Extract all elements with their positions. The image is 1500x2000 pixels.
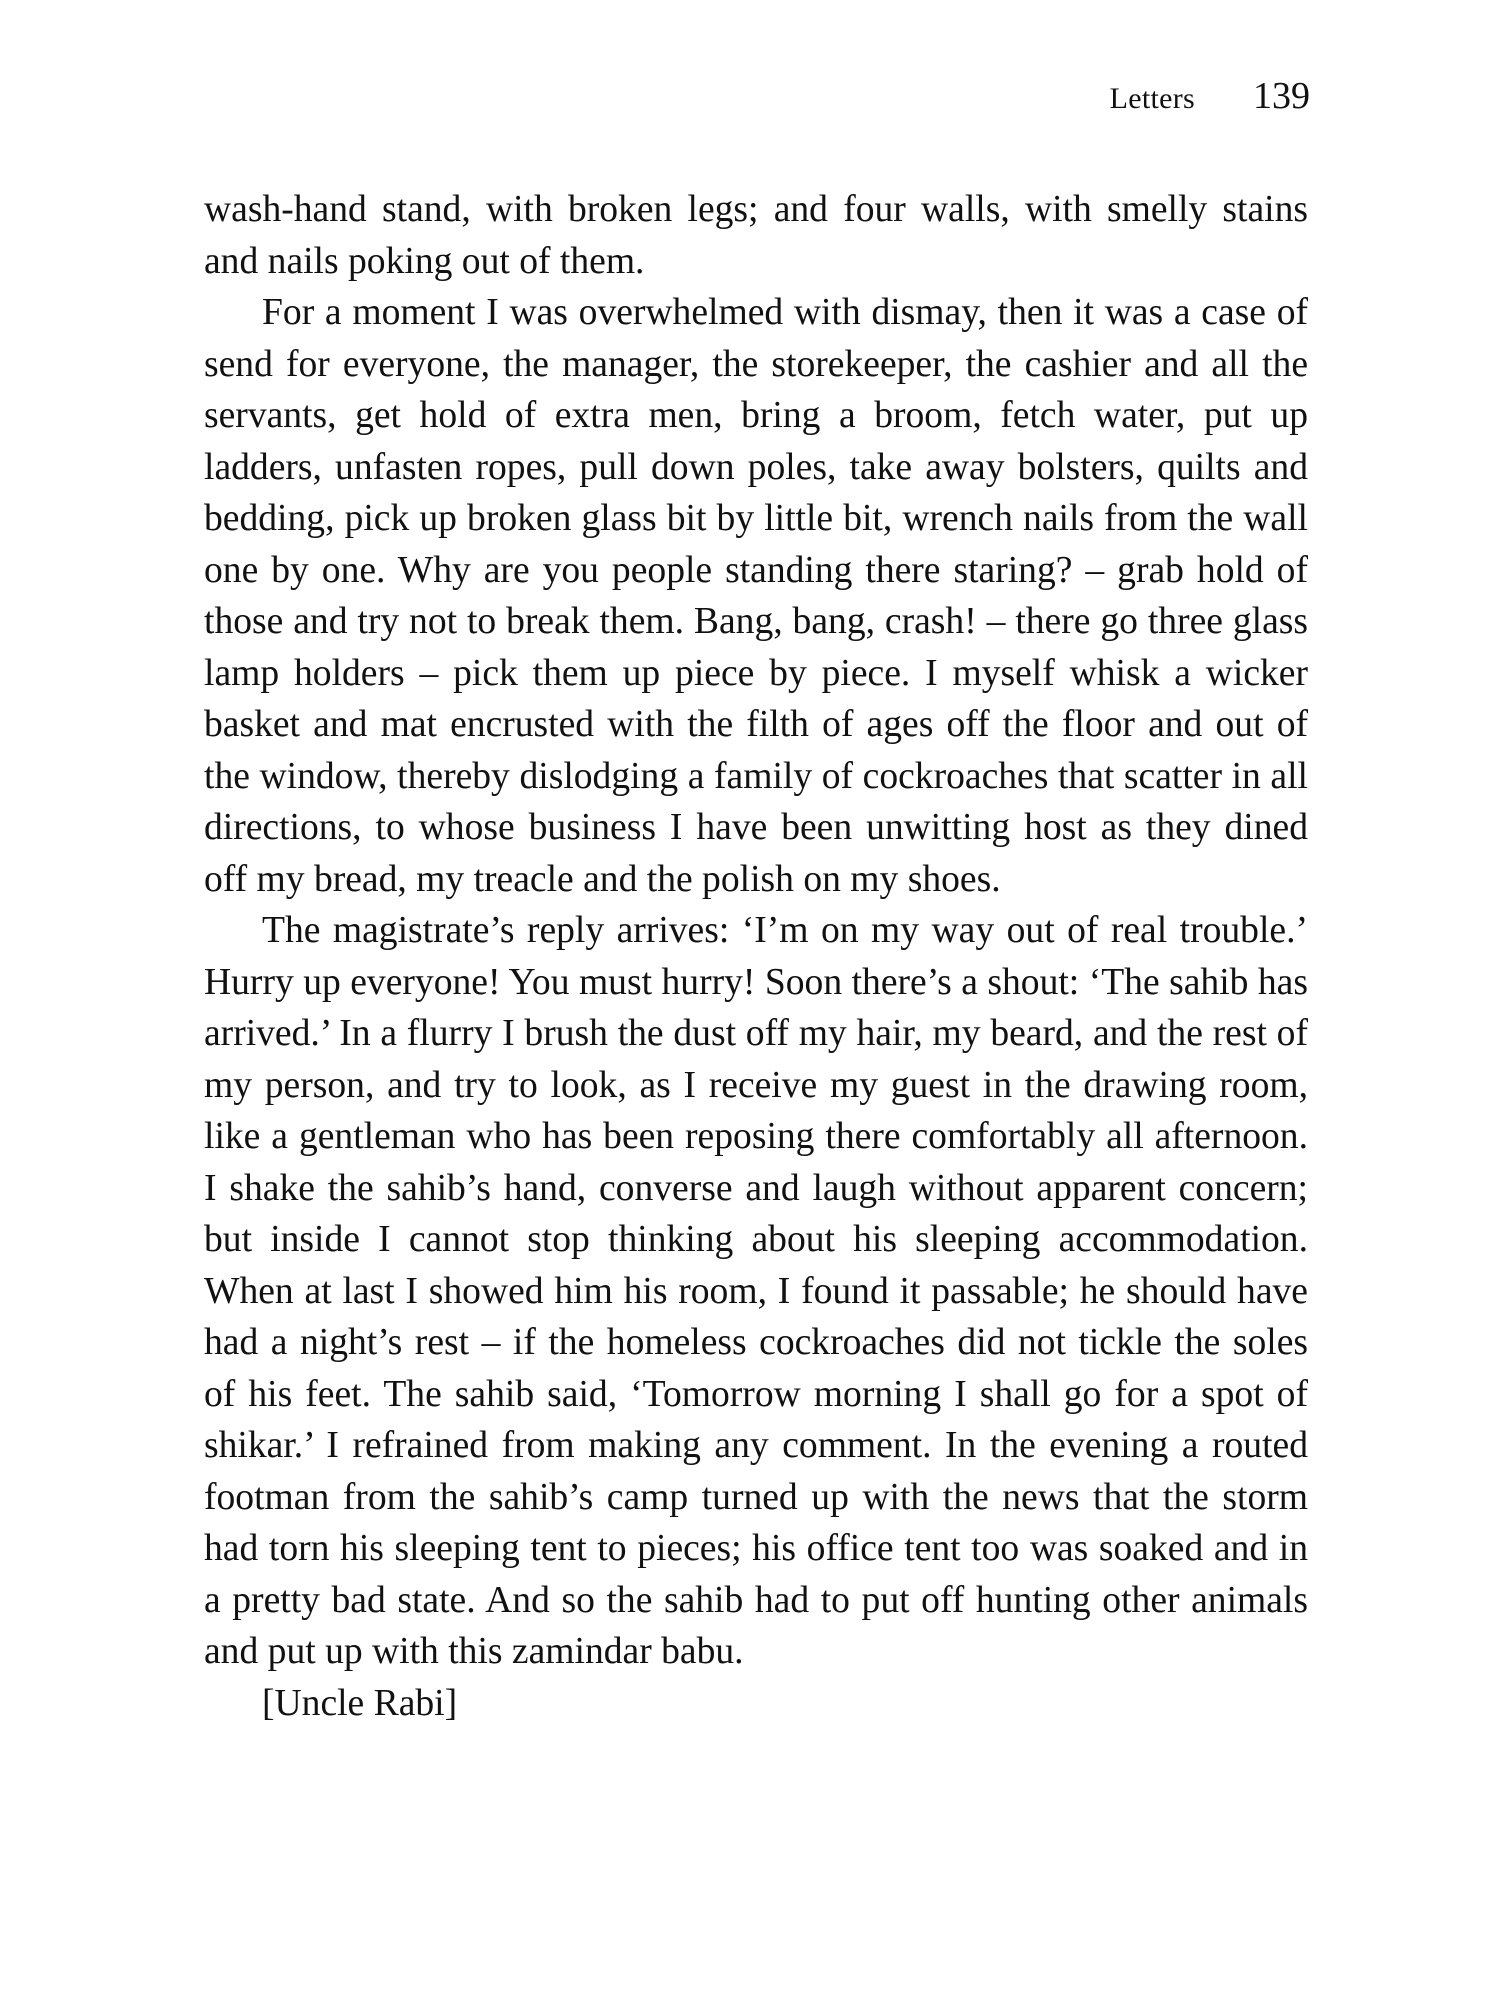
- body-text: [204, 184, 1308, 1729]
- page-number: 139: [1253, 75, 1310, 117]
- section-title: Letters: [1109, 82, 1195, 115]
- paragraph-magistrate-visit: The magistrate’s reply arrives: ‘I’m on my way out of real trouble.’ Hurry up everyone! You must hurry! Soon there’s a shout: ‘The sahib has arrived.’ In a flurry I brush the dust off my hair, my beard, and the rest of my person, and try to look, as I receive my guest in the drawing room, like a gentleman who has been reposing there comfortably all afternoon. I shake the sahib’s hand, converse and laugh without apparent concern; but inside I cannot stop thinking about his sleeping accommodation. When at last I showed him his room, I found it passable; he should have had a night’s rest – if the homeless cockroaches did not tickle the soles of his feet. The sahib said, ‘Tomorrow morning I shall go for a spot of shikar.’ I refrained from making any comment. In the evening a routed footman from the sahib’s camp turned up with the news that the storm had torn his sleeping tent to pieces; his office tent too was soaked and in a pretty bad state. And so the sahib had to put off hunting other animals and put up with this zamindar babu.: [204, 910, 1308, 1672]
- paragraph-cleaning: For a moment I was overwhelmed with dismay, then it was a case of send for everyone, the manager, the storekeeper, the cashier and all the servants, get hold of extra men, bring a broom, fetch water, put up ladders, unfasten ropes, pull down poles, take away bolsters, quilts and bedding, pick up broken glass bit by little bit, wrench nails from the wall one by one. Why are you people standing there staring? – grab hold of those and try not to break them. Bang, bang, crash! – there go three glass lamp holders – pick them up piece by piece. I myself whisk a wicker basket and mat encrusted with the filth of ages off the floor and out of the window, thereby dislodging a family of cockroaches that scatter in all directions, to whose business I have been unwitting host as they dined off my bread, my treacle and the polish on my shoes.: [204, 292, 1308, 900]
- paragraph-continuation: wash-hand stand, with broken legs; and four walls, with smelly stains and nails poking out of them.: [204, 189, 1308, 282]
- letter-signature: [Uncle Rabi]: [262, 1682, 458, 1724]
- running-head: [1110, 74, 1310, 118]
